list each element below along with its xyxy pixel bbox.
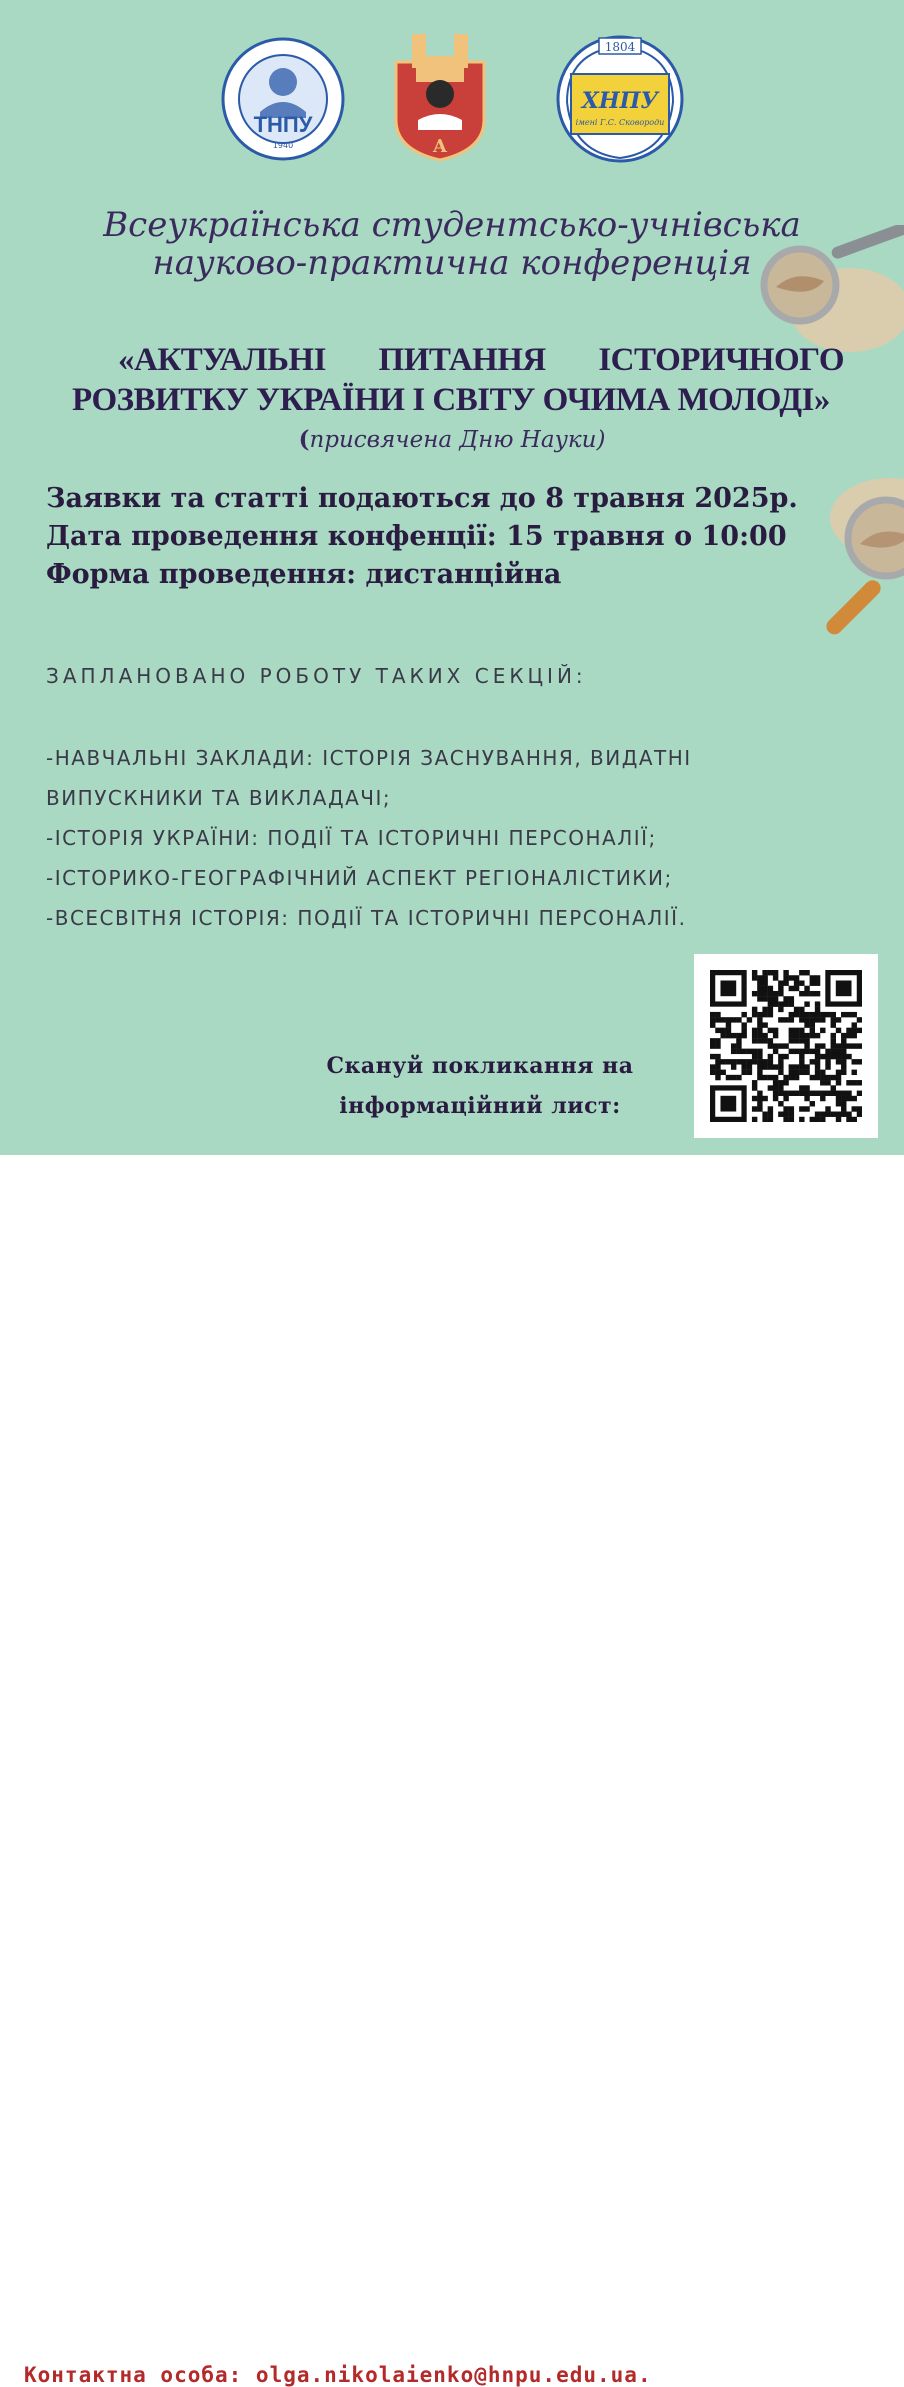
format-line: Форма проведення: дистанційна (46, 559, 562, 590)
conference-info (46, 480, 886, 594)
hnpu-logo (553, 32, 687, 166)
poster (0, 0, 904, 1155)
dedication-open-paren: ( (298, 426, 310, 453)
section-item: -НАВЧАЛЬНІ ЗАКЛАДИ: ІСТОРІЯ ЗАСНУВАННЯ, ВИДАТНІ (46, 746, 692, 770)
conference-title-line1: Всеукраїнська студентсько-учнівська (103, 205, 801, 245)
theme-word-2: ПИТАННЯ (378, 342, 546, 378)
date-line: Дата проведення конфенції: 15 травня о 10:00 (46, 521, 787, 552)
dedication (0, 426, 904, 453)
hnpu-logo-subtitle: імені Г.С. Сковороди (575, 118, 665, 127)
theme-word-3: ІСТОРИЧНОГО (598, 342, 844, 378)
shield-logo (392, 28, 488, 162)
conference-theme-line1 (72, 340, 844, 380)
section-item: -ВСЕСВІТНЯ ІСТОРІЯ: ПОДІЇ ТА ІСТОРИЧНІ ПЕРСОНАЛІЇ. (46, 906, 687, 930)
footer (0, 1155, 904, 2387)
qr-caption (300, 1046, 660, 1126)
tnpu-logo-year: 1940 (272, 141, 294, 150)
deadline-line: Заявки та статті подаються до 8 травня 2025р. (46, 483, 798, 514)
sections-list (46, 738, 846, 938)
section-item: -ІСТОРІЯ УКРАЇНИ: ПОДІЇ ТА ІСТОРИЧНІ ПЕРСОНАЛІЇ; (46, 826, 657, 850)
sections-heading: ЗАПЛАНОВАНО РОБОТУ ТАКИХ СЕКЦІЙ: (46, 664, 587, 688)
hnpu-logo-text: ХНПУ (581, 88, 659, 114)
section-item: -ІСТОРИКО-ГЕОГРАФІЧНИЙ АСПЕКТ РЕГІОНАЛІСТИКИ; (46, 866, 673, 890)
qr-caption-line1: Скануй покликання на (326, 1053, 634, 1079)
hnpu-logo-year: 1804 (604, 40, 636, 54)
dedication-text: присвячена Дню Науки) (309, 427, 606, 453)
qr-caption-line2: інформаційний лист: (339, 1093, 621, 1119)
qr-code-icon (710, 970, 862, 1122)
contact-line[interactable]: Контактна особа: olga.nikolaienko@hnpu.edu.ua. (24, 2363, 652, 2387)
conference-theme (72, 340, 844, 420)
conference-title (40, 206, 864, 282)
qr-code[interactable] (694, 954, 878, 1138)
section-item: ВИПУСКНИКИ ТА ВИКЛАДАЧІ; (46, 786, 392, 810)
tnpu-logo (220, 32, 346, 166)
shield-logo-letter: А (432, 136, 448, 157)
theme-word-1: «АКТУАЛЬНІ (118, 342, 326, 378)
conference-title-line2: науково-практична конференція (152, 243, 752, 283)
conference-theme-line2: РОЗВИТКУ УКРАЇНИ І СВІТУ ОЧИМА МОЛОДІ» (72, 382, 830, 418)
tnpu-logo-text: ТНПУ (253, 112, 313, 137)
